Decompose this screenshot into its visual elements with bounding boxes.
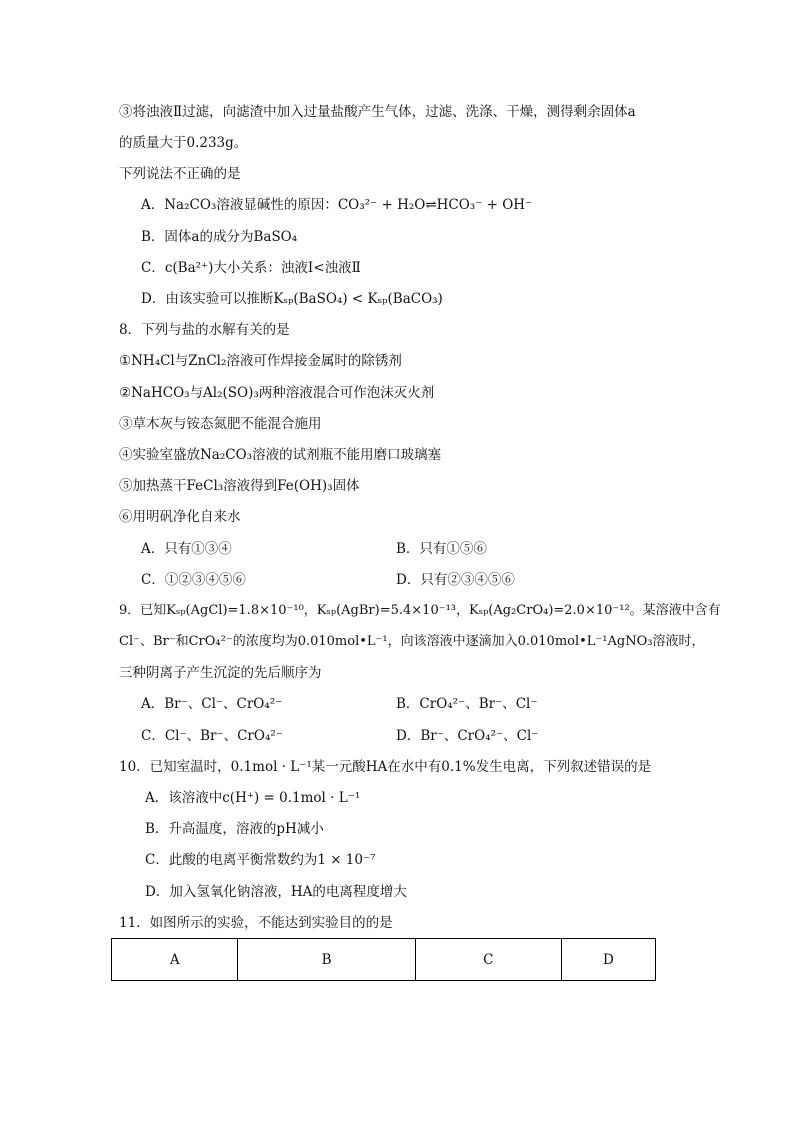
table-row [112,939,656,981]
q7-option-c: C．c(Ba²⁺)大小关系：浊液Ⅰ<浊液Ⅱ [141,260,361,276]
q9-stem-line2: Cl⁻、Br⁻和CrO₄²⁻的浓度均为0.010mol•L⁻¹，向该溶液中逐滴加入0.010mol•L⁻¹AgNO₃溶液时， [119,634,705,649]
q8-item-3: ③草木灰与铵态氮肥不能混合施用 [119,416,322,432]
q10-option-c: C．此酸的电离平衡常数约为1 × 10⁻⁷ [145,852,376,868]
q8-item-2: ②NaHCO₃与Al₂(SO)₃两种溶液混合可作泡沫灭火剂 [119,385,435,401]
q8-item-4: ④实验室盛放Na₂CO₃溶液的试剂瓶不能用磨口玻璃塞 [119,447,442,463]
q8-option-d: D．只有②③④⑤⑥ [396,572,515,588]
q8-item-5: ⑤加热蒸干FeCl₃溶液得到Fe(OH)₃固体 [119,478,360,494]
table-header-b: B [238,939,415,981]
q7-option-a: A．Na₂CO₃溶液显碱性的原因：CO₃²⁻ + H₂O⇌HCO₃⁻ + OH⁻ [141,197,533,213]
q9-stem-line1: 9．已知Kₛₚ(AgCl)=1.8×10⁻¹⁰，Kₛₚ(AgBr)=5.4×10⁻¹³，Kₛₚ(Ag₂CrO₄)=2.0×10⁻¹²。某溶液中含有 [119,603,721,618]
table-header-c: C [415,939,561,981]
q7-step3-line1: ③将浊液Ⅱ过滤，向滤渣中加入过量盐酸产生气体，过滤、洗涤、干燥，测得剩余固体a [119,104,636,120]
q10-option-b: B．升高温度，溶液的pH减小 [145,821,324,837]
table-header-d: D [561,939,655,981]
q8-option-a: A．只有①③④ [141,541,232,557]
q9-option-d: D．Br⁻、CrO₄²⁻、Cl⁻ [396,728,539,744]
q9-option-b: B．CrO₄²⁻、Br⁻、Cl⁻ [396,696,538,712]
q9-option-c: C．Cl⁻、Br⁻、CrO₄²⁻ [141,728,283,744]
table-header-a: A [112,939,238,981]
q11-experiment-table [111,938,656,981]
q7-option-b: B．固体a的成分为BaSO₄ [141,229,298,245]
q7-step3-line2: 的质量大于0.233g。 [119,135,248,151]
q8-item-6: ⑥用明矾净化自来水 [119,509,241,525]
q7-stem: 下列说法不正确的是 [119,166,241,182]
q9-stem-line3: 三种阴离子产生沉淀的先后顺序为 [119,665,322,681]
q8-option-b: B．只有①⑤⑥ [396,541,487,557]
q8-item-1: ①NH₄Cl与ZnCl₂溶液可作焊接金属时的除锈剂 [119,353,402,369]
q10-option-d: D．加入氢氧化钠溶液，HA的电离程度增大 [145,884,407,900]
q11-stem: 11．如图所示的实验，不能达到实验目的的是 [119,915,393,931]
q10-option-a: A．该溶液中c(H⁺) = 0.1mol · L⁻¹ [145,790,361,806]
q10-stem: 10．已知室温时，0.1mol · L⁻¹某一元酸HA在水中有0.1%发生电离，下列叙述错误的是 [119,759,652,775]
q7-option-d: D．由该实验可以推断Kₛₚ(BaSO₄) < Kₛₚ(BaCO₃) [141,291,443,307]
q8-option-c: C．①②③④⑤⑥ [141,572,246,588]
q8-stem: 8．下列与盐的水解有关的是 [119,322,290,338]
q9-option-a: A．Br⁻、Cl⁻、CrO₄²⁻ [141,696,283,712]
